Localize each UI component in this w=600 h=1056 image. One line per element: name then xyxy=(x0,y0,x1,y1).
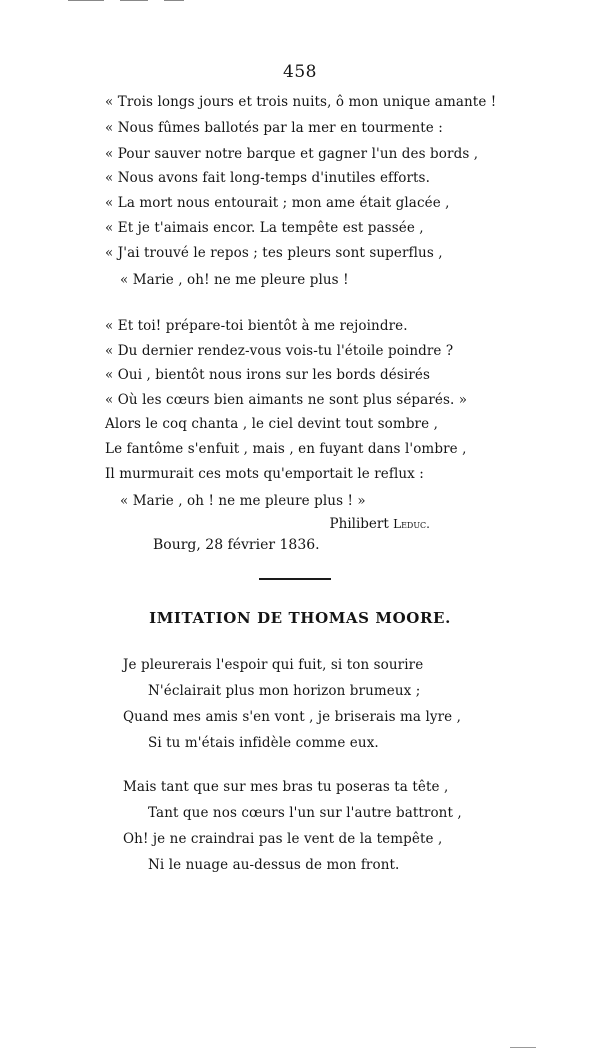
dateline: Bourg, 28 février 1836. xyxy=(153,537,320,553)
poem-line: Alors le coq chanta , le ciel devint tout sombre , xyxy=(105,416,438,432)
poem-line: « Oui , bientôt nous irons sur les bords désirés xyxy=(105,367,430,383)
poem-line: Oh! je ne craindrai pas le vent de la tempête , xyxy=(123,831,443,847)
poem-line: Ni le nuage au-dessus de mon front. xyxy=(148,857,400,873)
author-signature xyxy=(330,516,430,532)
poem-refrain: « Marie , oh! ne me pleure plus ! xyxy=(120,272,349,288)
poem-line: Je pleurerais l'espoir qui fuit, si ton sourire xyxy=(123,657,424,673)
author-last-name: Leduc. xyxy=(393,517,430,531)
poem-line: « Du dernier rendez-vous vois-tu l'étoile poindre ? xyxy=(105,343,454,359)
author-first-name: Philibert xyxy=(329,516,389,532)
poem-line: « La mort nous entourait ; mon ame était glacée , xyxy=(105,195,450,211)
poem-line: « Et je t'aimais encor. La tempête est passée , xyxy=(105,220,424,236)
poem-line: « Et toi! prépare-toi bientôt à me rejoindre. xyxy=(105,318,408,334)
poem-line: « J'ai trouvé le repos ; tes pleurs sont superflus , xyxy=(105,245,443,261)
poem-line: Quand mes amis s'en vont , je briserais ma lyre , xyxy=(123,709,462,725)
poem-line: « Nous avons fait long-temps d'inutiles efforts. xyxy=(105,170,430,186)
poem-line: « Trois longs jours et trois nuits, ô mon unique amante ! xyxy=(105,94,497,110)
poem-line: Tant que nos cœurs l'un sur l'autre battront , xyxy=(148,805,462,821)
poem-line: Il murmurait ces mots qu'emportait le reflux : xyxy=(105,466,424,482)
poem-line: Mais tant que sur mes bras tu poseras ta tête , xyxy=(123,779,449,795)
poem-line: « Nous fûmes ballotés par la mer en tourmente : xyxy=(105,120,443,136)
page-number: 458 xyxy=(283,62,317,82)
section-heading: IMITATION DE THOMAS MOORE. xyxy=(149,609,451,627)
poem-line: N'éclairait plus mon horizon brumeux ; xyxy=(148,683,421,699)
poem-line: Si tu m'étais infidèle comme eux. xyxy=(148,735,379,751)
scan-corner-mark xyxy=(510,1047,536,1048)
poem-line: « Où les cœurs bien aimants ne sont plus séparés. » xyxy=(105,392,468,408)
poem-refrain: « Marie , oh ! ne me pleure plus ! » xyxy=(120,493,366,509)
poem-line: Le fantôme s'enfuit , mais , en fuyant dans l'ombre , xyxy=(105,441,467,457)
section-divider xyxy=(259,578,331,580)
poem-line: « Pour sauver notre barque et gagner l'un des bords , xyxy=(105,146,479,162)
